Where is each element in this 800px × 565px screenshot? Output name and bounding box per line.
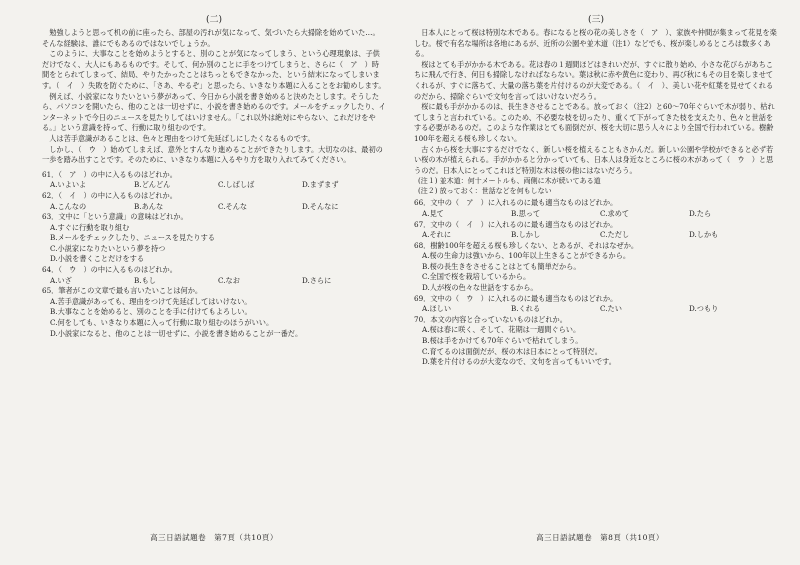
option-b[interactable]: B.大事なことを始めると、別のことを手に付けてもよろしい。 — [50, 307, 252, 317]
option-b[interactable]: B.桜は手をかけても70年ぐらいで枯れてしまう。 — [422, 336, 583, 346]
passage-paragraph: 人は苦手意識があることは、色々と理由をつけて先延ばしにしたくなるものです。 — [49, 133, 315, 143]
option-c[interactable]: C.全国で桜を栽培しているから。 — [422, 272, 531, 282]
passage-paragraph: このように、大事なことを始めようとすると、別のことが気になってしまう、という心理現象は、子供だけでなく、大人にもあるものです。そして、何か別のことに手をつけてしまうと、さらに（ ア ）時間をとられてしまって、結局、やりたかったことはちっともできなかった、という結末になってしまいます。（ イ ）失敗を防ぐために、「さあ、やるぞ」と思ったら、いきなり本題に入ることをお勧めします。 — [42, 49, 386, 90]
option-a[interactable]: A.見て — [422, 208, 444, 218]
option-a[interactable]: A.桜は春に咲く、そして、花期は一週間ぐらい。 — [422, 325, 581, 335]
option-c[interactable]: C.たい — [600, 304, 622, 314]
passage-paragraph: 桜に最も手がかかるのは、長生きさせることである。放っておく（注2）と60〜70年ぐらいで木が弱り、枯れてしまうと言われている。このため、不必要な枝を切ったり、重くて下がってきた枝を支えたり、色々と世話をする必要があるのだ。このような作業はとても面倒だが、桜を大切に思う人々により全国で行われている。樹齢100年を超える桜も珍しくない。 — [414, 102, 775, 143]
option-d[interactable]: D.まずまず — [302, 180, 339, 190]
option-a[interactable]: A.桜の生命力は強いから、100年以上生きることができるから。 — [422, 251, 631, 261]
option-b[interactable]: B.どんどん — [134, 180, 171, 190]
question-61-options — [42, 180, 386, 191]
question-69: 69．文中の（ ウ ）に入れるのに最も適当なものはどれか。 — [414, 293, 618, 303]
option-d[interactable]: D.葉を片付けるのが大変なので、文句を言ってもいいです。 — [422, 357, 616, 367]
option-c[interactable]: C.しばしば — [218, 180, 255, 190]
passage-paragraph: 例えば、小説家になりたいという夢があって、今日から小説を書き始めると決めたとします。そうしたら、パソコンを開いたら、他のことは一切せずに、小説を書き始めるのです。メールをチェックしたり、インターネットで今日のニュースを見たりしてはいけません。「これ以外は絶対にやらない、これだけをやる。」という意識を持って、行動に取り組むのです。 — [42, 91, 386, 133]
option-d[interactable]: D.さらに — [302, 275, 332, 285]
option-d[interactable]: D.しかも — [689, 230, 719, 240]
page-footer: 高三日語試題卷 第8頁（共10頁） — [536, 533, 664, 542]
option-d[interactable]: D.たら — [689, 208, 712, 218]
option-a[interactable]: A.いざ — [50, 275, 72, 285]
question-61: 61．（ ア ）の中に入るものはどれか。 — [42, 169, 177, 179]
page-footer: 高三日語試題卷 第7頁（共10頁） — [150, 533, 278, 542]
option-b[interactable]: B.メールをチェックしたり、ニュースを見たりする — [50, 233, 215, 243]
option-c[interactable]: C.何をしても、いきなり本題に入って行動に取り組むのほうがいい。 — [50, 318, 274, 328]
passage-paragraph: しかし、（ ウ ）始めてしまえば、意外とすんなり進めることができたりします。大切なのは、最初の一歩を踏み出すことです。そのために、いきなり本題に入るやり方を取り入れてみてください。 — [42, 144, 383, 165]
option-c[interactable]: C.ただし — [600, 230, 630, 240]
question-64-options — [42, 276, 386, 287]
option-b[interactable]: B.桜の長生きをさせることはとても簡単だから。 — [422, 261, 581, 271]
section-title: (三) — [587, 15, 605, 25]
question-65: 65．筆者がこの文章で最も言いたいことは何か。 — [42, 286, 203, 296]
question-67: 67．文中の（ イ ）に入れるのに最も適当なものはどれか。 — [414, 219, 618, 229]
section-title: (二) — [205, 15, 223, 25]
option-d[interactable]: D.そんなに — [302, 201, 339, 211]
passage-paragraph: 勉強しようと思って机の前に座ったら、部屋の汚れが気になって、気づいたら大掃除を始めていた…。そんな経験は、誰にでもあるのではないでしょうか。 — [42, 28, 380, 48]
question-68: 68．樹齢100年を超える桜も珍しくない、とあるが、それはなぜか。 — [414, 240, 639, 250]
option-b[interactable]: B.くれる — [511, 304, 541, 314]
option-a[interactable]: A.それに — [422, 230, 452, 240]
question-62-options — [42, 202, 386, 213]
option-d[interactable]: D.小説家になると、他のことは一切せずに、小説を書き始めることが一番だ。 — [50, 328, 303, 338]
question-66-options — [414, 209, 778, 220]
question-70: 70．本文の内容と合っていないものはどれか。 — [414, 314, 567, 324]
option-a[interactable]: A.すぐに行動を取り組む — [50, 222, 130, 232]
question-63: 63．文中に「という意識」の意味はどれか。 — [42, 212, 188, 222]
option-b[interactable]: B.思って — [511, 208, 541, 218]
page-right — [400, 0, 800, 565]
passage-paragraph: 桜はとても手がかかる木である。花は春の１週間ほどはきれいだが、すぐに散り始め、小さな花びらがあちこちに飛んで行き、何日も掃除しなければならない。葉は秋に赤や黄色に変わり、再び秋にもその目を楽しませてくれるが、すぐに落ちて、大量の落ち葉を片付けるのが大変である。（ イ ）、美しい花や紅葉を見せてくれるのだから、掃除ぐらいで文句を言ってはいけないだろう。 — [414, 59, 774, 101]
passage-paragraph: 日本人にとって桜は特別な木である。春になると桜の花の美しさを（ ア ）、家族や仲間が集まって花見を楽しむ。桜で有名な場所は各地にあるが、近所の公園や並木道（注1）などでも、桜が楽しめるところは数多くある。 — [414, 28, 777, 59]
footnote-2: (注２) 放っておく：世話などを何もしない — [418, 187, 552, 196]
option-a[interactable]: A.こんなの — [50, 201, 87, 211]
question-62: 62．（ イ ）の中に入るものはどれか。 — [42, 190, 177, 200]
question-66: 66．文中の（ ア ）に入れるのに最も適当なものはどれか。 — [414, 198, 618, 208]
option-a[interactable]: A.苦手意識があっても、理由をつけて先延ばしてはいけない。 — [50, 296, 252, 306]
question-69-options — [414, 304, 778, 315]
option-d[interactable]: D.つもり — [689, 304, 719, 314]
option-c[interactable]: C.求めて — [600, 208, 630, 218]
option-c[interactable]: C.なお — [218, 275, 240, 285]
option-b[interactable]: B.もし — [134, 275, 156, 285]
option-c[interactable]: C.そんな — [218, 201, 248, 211]
option-c[interactable]: C.育てるのは面倒だが、桜の木は日本にとって特別だ。 — [422, 346, 602, 356]
passage-paragraph: 古くから桜を大事にするだけでなく、新しい桜を植えることもさかんだ。新しい公園や学校ができると必ず若い桜の木が植えられる。手がかかると分かっていても、日本人は身近なところに桜の木があって（ ウ ）と思うのだ。日本人にとってこれほど特別な木は桜の他にはないだろう。 — [414, 144, 774, 175]
option-a[interactable]: A.いよいよ — [50, 180, 87, 190]
option-d[interactable]: D.小説を書くことだけをする — [50, 254, 145, 264]
option-a[interactable]: A.ほしい — [422, 304, 452, 314]
footnote-1: (注１) 並木道：何十メートルも、両側に木が続いてある道 — [418, 177, 601, 186]
option-b[interactable]: B.あんな — [134, 201, 164, 211]
option-d[interactable]: D.人が桜の色々な世話をするから。 — [422, 283, 538, 293]
question-67-options — [414, 230, 778, 241]
option-c[interactable]: C.小説家になりたいという夢を持つ — [50, 243, 166, 253]
option-b[interactable]: B.しかし — [511, 230, 541, 240]
question-64: 64．（ ウ ）の中に入るものはどれか。 — [42, 265, 177, 275]
